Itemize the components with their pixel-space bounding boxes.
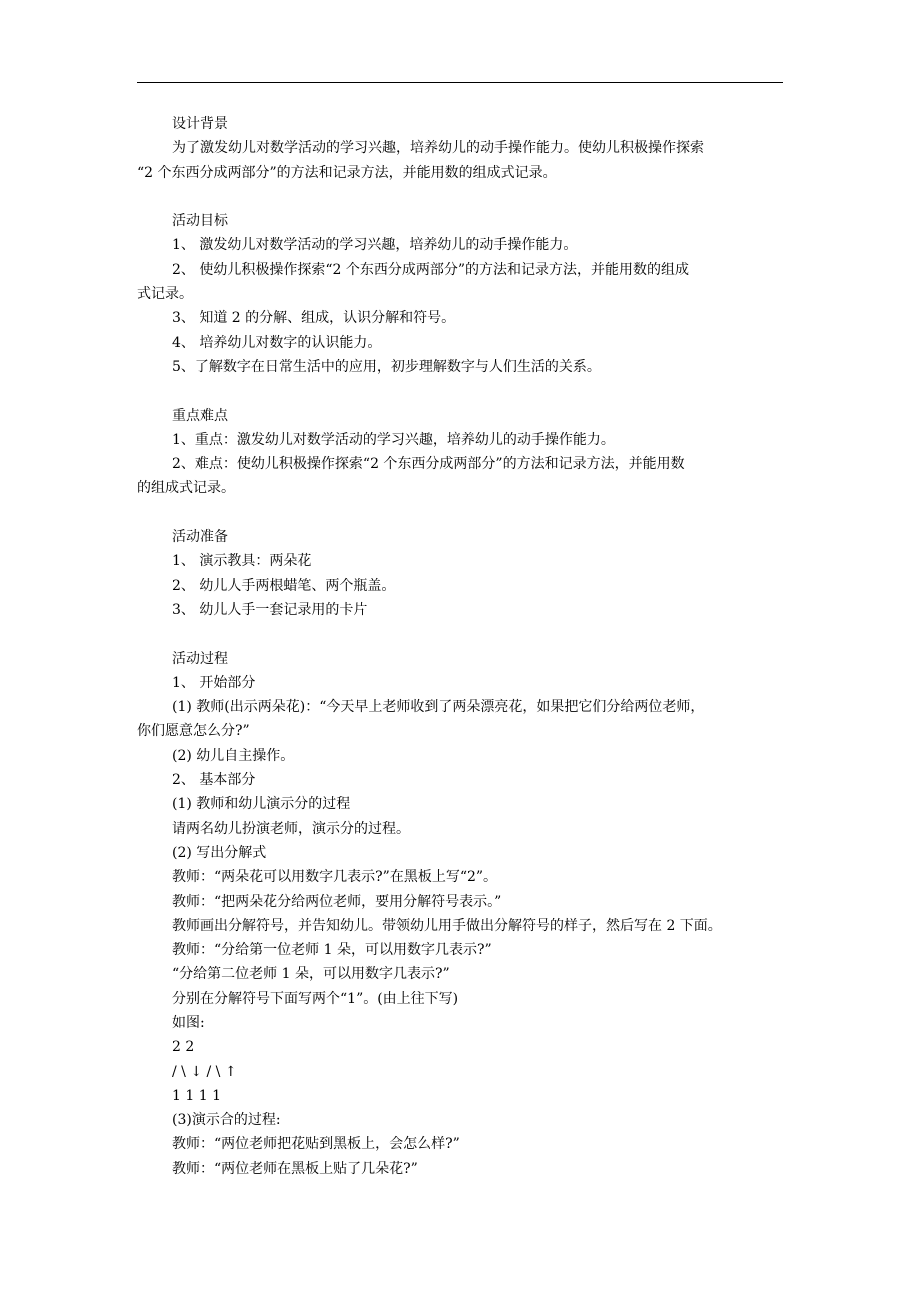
blank-line: [137, 185, 787, 209]
paragraph-line: 教师：“两朵花可以用数字几表示?”在黑板上写“2”。: [172, 869, 498, 886]
figure-label: 如图:: [172, 1014, 205, 1031]
section-heading-key-points: 重点难点: [172, 407, 228, 424]
paragraph-line: 教师画出分解符号，并告知幼儿。带领幼儿用手做出分解符号的样子，然后写在 2 下面。: [172, 917, 722, 934]
paragraph-line: “分给第二位老师 1 朵，可以用数字几表示?”: [172, 966, 450, 983]
section-heading-process: 活动过程: [172, 650, 228, 667]
list-item-continuation: 的组成式记录。: [137, 480, 235, 497]
header-rule: [137, 82, 783, 83]
section-heading-preparation: 活动准备: [172, 529, 228, 546]
paragraph-line: 分别在分解符号下面写两个“1”。(由上往下写): [172, 990, 459, 1007]
list-item: 3、 幼儿人手一套记录用的卡片: [172, 601, 368, 618]
list-item: 1、 演示教具：两朵花: [172, 553, 312, 570]
list-item: 1、重点：激发幼儿对数学活动的学习兴趣，培养幼儿的动手操作能力。: [172, 431, 615, 448]
paragraph-line: 教师：“分给第一位老师 1 朵，可以用数字几表示?”: [172, 942, 492, 959]
paragraph-line: (3)演示合的过程:: [172, 1112, 281, 1129]
paragraph-line: 为了激发幼儿对数学活动的学习兴趣，培养幼儿的动手操作能力。使幼儿积极操作探索: [172, 140, 704, 157]
subsection-heading: 1、 开始部分: [172, 674, 256, 691]
list-item: 2、 幼儿人手两根蜡笔、两个瓶盖。: [172, 577, 396, 594]
paragraph-line: (2) 写出分解式: [172, 844, 267, 861]
document-body: [137, 112, 787, 1181]
paragraph-line: “2 个东西分成两部分”的方法和记录方法，并能用数的组成式记录。: [137, 164, 557, 181]
paragraph-line: (1) 教师和幼儿演示分的过程: [172, 796, 351, 813]
blank-line: [137, 622, 787, 646]
list-item: 1、 激发幼儿对数学活动的学习兴趣，培养幼儿的动手操作能力。: [172, 237, 578, 254]
list-item-continuation: 式记录。: [137, 286, 193, 303]
section-heading-goals: 活动目标: [172, 213, 228, 230]
figure-bottom-row: 1 1 1 1: [172, 1087, 221, 1104]
list-item: 2、难点：使幼儿积极操作探索“2 个东西分成两部分”的方法和记录方法，并能用数: [172, 456, 685, 473]
blank-line: [137, 501, 787, 525]
list-item: 3、 知道 2 的分解、组成，认识分解和符号。: [172, 310, 456, 327]
figure-symbol-row: / \ ↓ / \ ↑: [172, 1063, 237, 1080]
paragraph-line: 教师：“两位老师把花贴到黑板上，会怎么样?”: [172, 1136, 460, 1153]
paragraph-line: (1) 教师(出示两朵花)：“今天早上老师收到了两朵漂亮花，如果把它们分给两位老师，: [172, 699, 705, 716]
paragraph-line: 你们愿意怎么分?”: [137, 723, 250, 740]
list-item: 5、了解数字在日常生活中的应用，初步理解数字与人们生活的关系。: [172, 358, 601, 375]
figure-top-row: 2 2: [172, 1039, 195, 1056]
subsection-heading: 2、 基本部分: [172, 772, 256, 789]
paragraph-line: 教师：“两位老师在黑板上贴了几朵花?”: [172, 1160, 418, 1177]
list-item: 2、 使幼儿积极操作探索“2 个东西分成两部分”的方法和记录方法，并能用数的组成: [172, 261, 690, 278]
paragraph-line: 教师：“把两朵花分给两位老师，要用分解符号表示。”: [172, 893, 502, 910]
blank-line: [137, 379, 787, 403]
list-item: 4、 培养幼儿对数字的认识能力。: [172, 334, 382, 351]
paragraph-line: (2) 幼儿自主操作。: [172, 747, 295, 764]
section-heading-background: 设计背景: [172, 116, 228, 132]
paragraph-line: 请两名幼儿扮演老师，演示分的过程。: [172, 820, 410, 837]
